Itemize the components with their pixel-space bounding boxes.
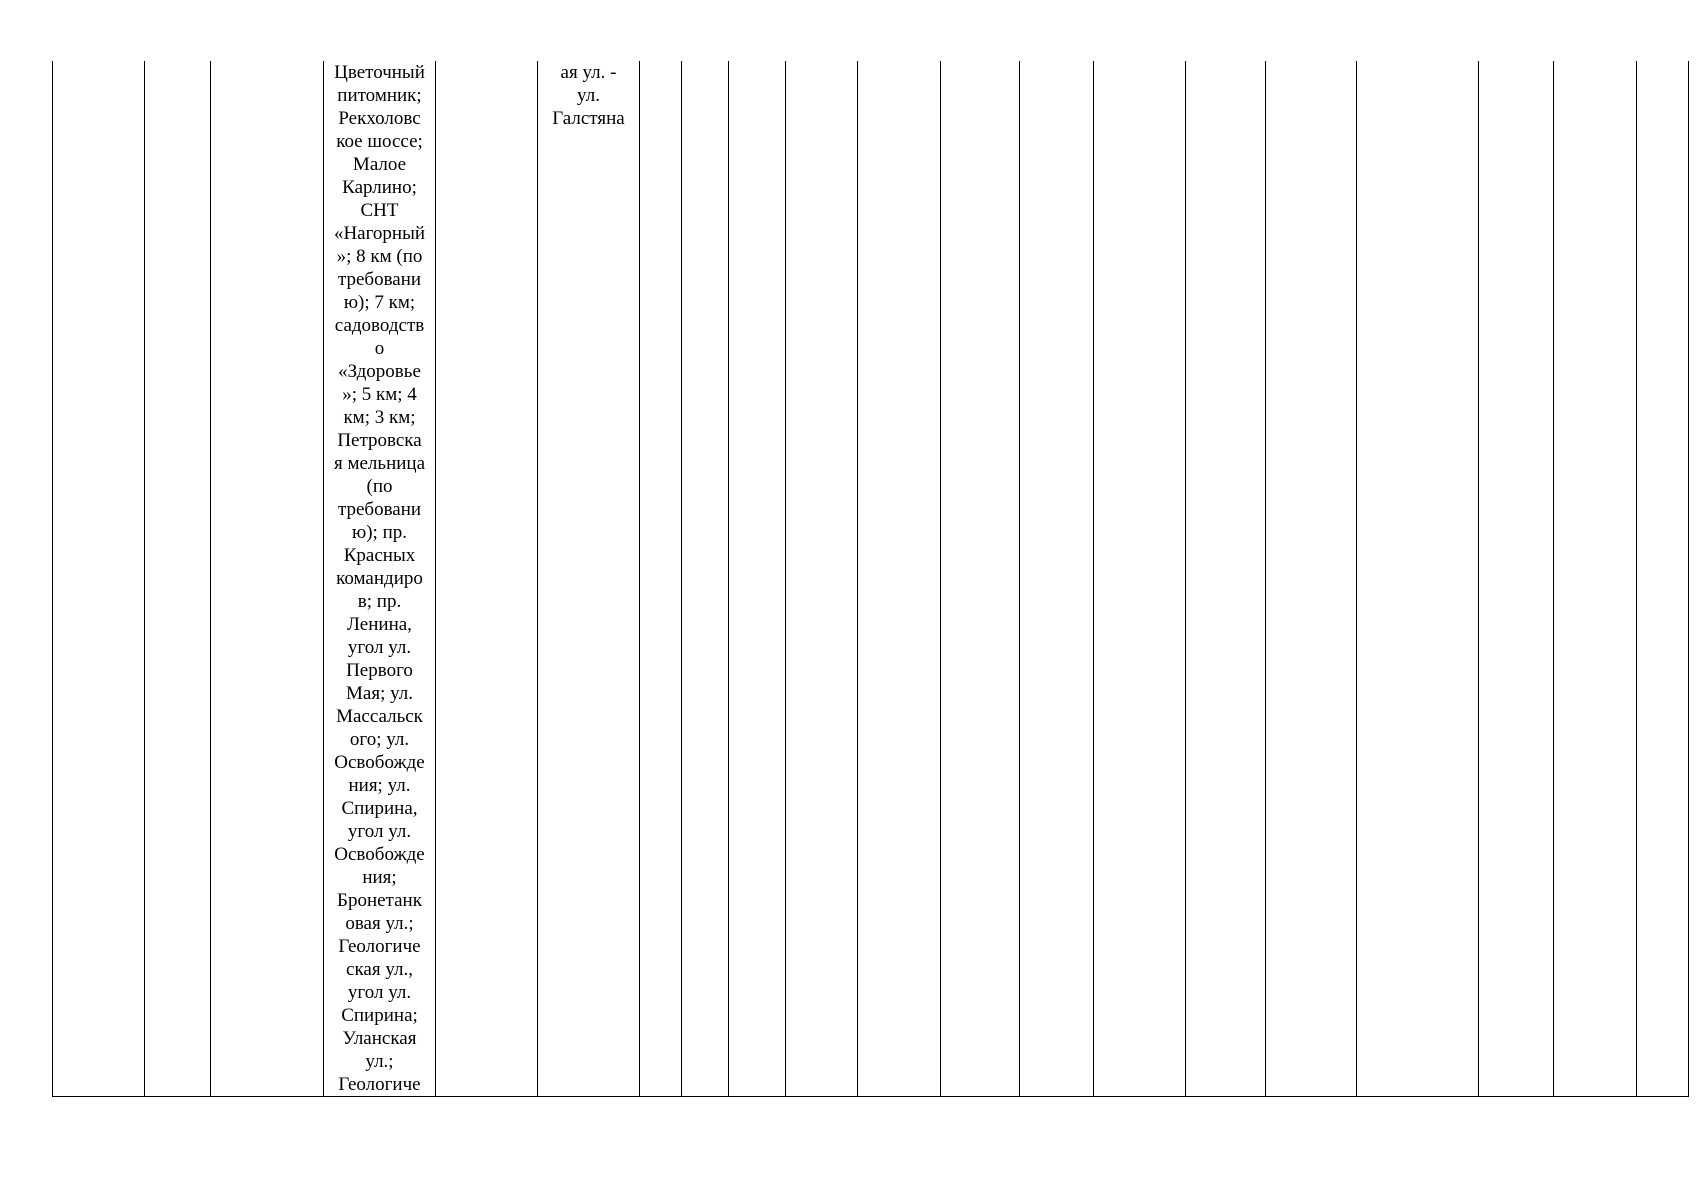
route-table-continuation [52,61,1689,1097]
table-cell-1 [53,61,145,1097]
table-cell-10 [786,61,858,1097]
table-cell-2 [145,61,211,1097]
table-cell-9 [729,61,786,1097]
table-cell-7 [640,61,682,1097]
table-cell-11 [858,61,941,1097]
table-cell-17 [1357,61,1479,1097]
table-cell-18 [1479,61,1554,1097]
table-cell-13 [1020,61,1094,1097]
table-cell-20 [1637,61,1689,1097]
table-cell-8 [682,61,729,1097]
route-streets-cell: ая ул. - ул. Галстяна [538,61,640,1097]
table-cell-3 [211,61,324,1097]
table-cell-5 [436,61,538,1097]
table-cell-19 [1554,61,1637,1097]
stops-list-cell: Цветочный питомник; Рекхоловс кое шоссе; Малое Карлино; СНТ «Нагорный »; 8 км (по требовани ю); 7 км; садоводств о «Здоровье »; 5 км; 4 км; 3 км; Петровска я мельница (по требовани ю); пр. Красных командиро в; пр. Ленина, угол ул. Первого Мая; ул. Массальск ого; ул. Освобожде ния; ул. Спирина, угол ул. Освобожде ния; Бронетанк овая ул.; Геологиче ская ул., угол ул. Спирина; Уланская ул.; Геологиче [324,61,436,1097]
table-cell-15 [1186,61,1266,1097]
table-cell-14 [1094,61,1186,1097]
table-cell-12 [941,61,1020,1097]
table-row [53,61,1689,1097]
table-cell-16 [1266,61,1357,1097]
